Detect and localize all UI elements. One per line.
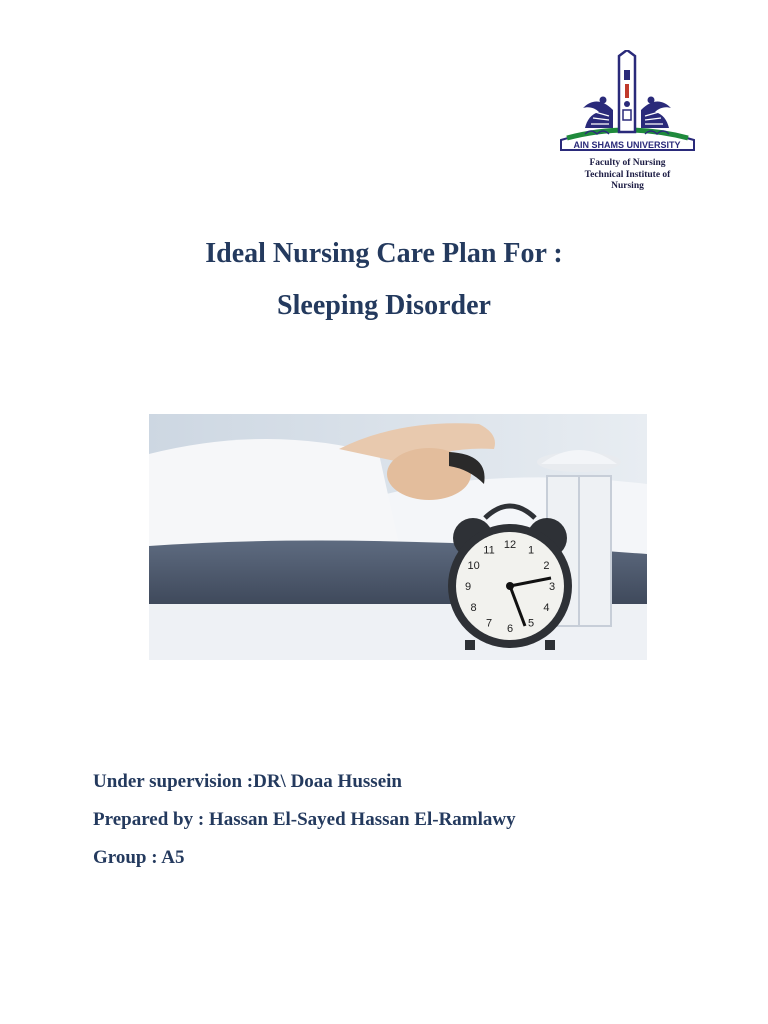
clock-number: 4 bbox=[543, 602, 550, 614]
faculty-line: Nursing bbox=[611, 181, 644, 191]
logo-university-name: AIN SHAMS UNIVERSITY bbox=[573, 140, 681, 150]
cover-photo bbox=[149, 414, 647, 660]
clock-number: 12 bbox=[503, 539, 517, 551]
document-subtitle: Sleeping Disorder bbox=[277, 290, 491, 321]
prepared-by-line: Prepared by : Hassan El-Sayed Hassan El-Ramlawy bbox=[93, 809, 516, 830]
clock-number: 11 bbox=[483, 544, 495, 557]
supervision-line: Under supervision :DR\ Doaa Hussein bbox=[93, 771, 402, 792]
clock-number: 2 bbox=[543, 560, 550, 572]
sleepless-person-with-alarm-clock-icon bbox=[149, 414, 647, 660]
clock-number: 5 bbox=[527, 617, 535, 630]
clock-number: 6 bbox=[506, 623, 514, 635]
clock-number: 8 bbox=[470, 602, 477, 614]
faculty-line: Faculty of Nursing bbox=[589, 158, 666, 168]
clock-number: 9 bbox=[464, 581, 472, 593]
clock-number: 10 bbox=[467, 560, 480, 572]
clock-number: 3 bbox=[548, 581, 556, 593]
header-logo-block bbox=[555, 50, 700, 193]
clock-number: 7 bbox=[485, 617, 493, 630]
group-line: Group : A5 bbox=[93, 847, 185, 868]
faculty-caption bbox=[555, 158, 700, 193]
university-logo-icon bbox=[555, 50, 700, 154]
clock-number: 1 bbox=[527, 544, 535, 557]
document-title: Ideal Nursing Care Plan For : bbox=[205, 238, 563, 269]
faculty-line: Technical Institute of bbox=[584, 169, 671, 180]
